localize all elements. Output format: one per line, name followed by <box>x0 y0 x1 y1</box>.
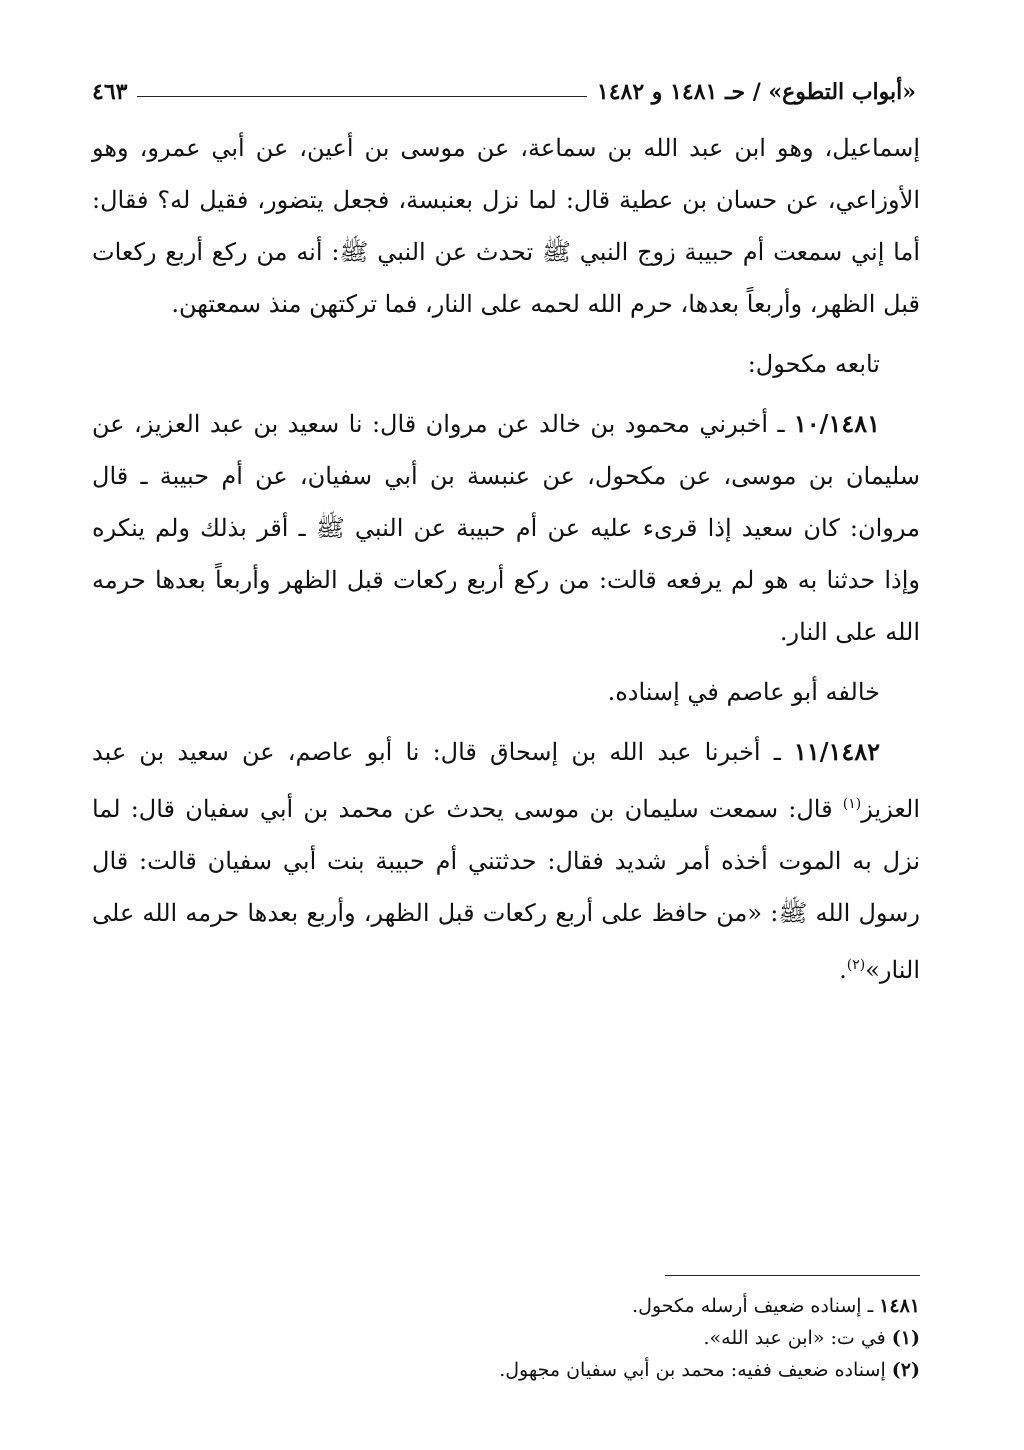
footnote-text: في ت: «ابن عبد الله». <box>703 1327 892 1349</box>
footnote-2 <box>100 1354 920 1386</box>
section-heading-abu-asim: خالفه أبو عاصم في إسناده. <box>607 678 880 706</box>
running-header <box>92 74 916 110</box>
paragraph-continuation: إسماعيل، وهو ابن عبد الله بن سماعة، عن موسى بن أعين، عن أبي عمرو، وهو الأوزاعي، عن حسان بن عطية قال: لما نزل بعنبسة، فجعل يتضور، فقيل له؟ فقال: أما إني سمعت أم حبيبة زوج النبي ﷺ تحدث عن النبي ﷺ: أنه من ركع أربع ركعات قبل الظهر، وأربعاً بعدها، حرم الله لحمه على النار، فما تركتهن منذ سمعتهن. <box>92 134 920 318</box>
footnote-mark: (١) <box>891 1327 920 1349</box>
hadith-number-1482: ١١/١٤٨٢ <box>793 737 881 766</box>
hadith-text-1481: ـ أخبرني محمود بن خالد عن مروان قال: نا سعيد بن عبد العزيز، عن سليمان بن موسى، عن مكحول، عن عنبسة بن أبي سفيان، عن أم حبيبة ـ قال مروان: كان سعيد إذا قرىء عليه عن أم حبيبة عن النبي ﷺ ـ أقر بذلك ولم ينكره وإذا حدثنا به هو لم يرفعه قالت: من ركع أربع ركعات قبل الظهر وأربعاً بعدها حرمه الله على النار. <box>92 410 920 646</box>
section-heading-makhul: تابعه مكحول: <box>747 350 880 378</box>
footnote-mark: (٢) <box>891 1359 920 1381</box>
hadith-text-1482-end: . <box>839 956 847 984</box>
hadith-number-1481: ١٠/١٤٨١ <box>793 409 880 438</box>
footnote-text: إسناده ضعيف ففيه: محمد بن أبي سفيان مجهول. <box>499 1359 892 1381</box>
footnote-1481 <box>100 1290 920 1322</box>
footnote-text: ـ إسناده ضعيف أرسله مكحول. <box>632 1295 880 1317</box>
hadith-text-1482-b: قال: سمعت سليمان بن موسى يحدث عن محمد بن أبي سفيان قال: لما نزل به الموت أخذه أمر شديد فقال: حدثتني أم حبيبة بنت أبي سفيان قالت: قال رسول الله ﷺ: «من حافظ على أربع ركعات قبل الظهر، وأربع بعدها حرمه الله على النار» <box>92 795 920 984</box>
hadith-1482 <box>92 726 920 996</box>
footnotes <box>100 1275 920 1386</box>
main-text <box>92 122 920 996</box>
header-rule <box>137 96 586 97</box>
footnote-ref-2[interactable]: (٢) <box>846 957 866 973</box>
page-number: ٤٦٣ <box>92 79 128 105</box>
hadith-1481 <box>92 398 920 658</box>
footnote-ref-1[interactable]: (١) <box>842 796 862 812</box>
hadith-text-1482-a: ـ أخبرنا عبد الله بن إسحاق قال: نا أبو عاصم، عن سعيد بن عبد العزيز <box>92 738 920 823</box>
footnote-mark: ١٤٨١ <box>879 1295 920 1317</box>
footnote-1 <box>100 1322 920 1354</box>
footnote-rule <box>665 1275 920 1276</box>
header-title: «أبواب التطوع» / حـ ١٤٨١ و ١٤٨٢ <box>596 79 916 105</box>
